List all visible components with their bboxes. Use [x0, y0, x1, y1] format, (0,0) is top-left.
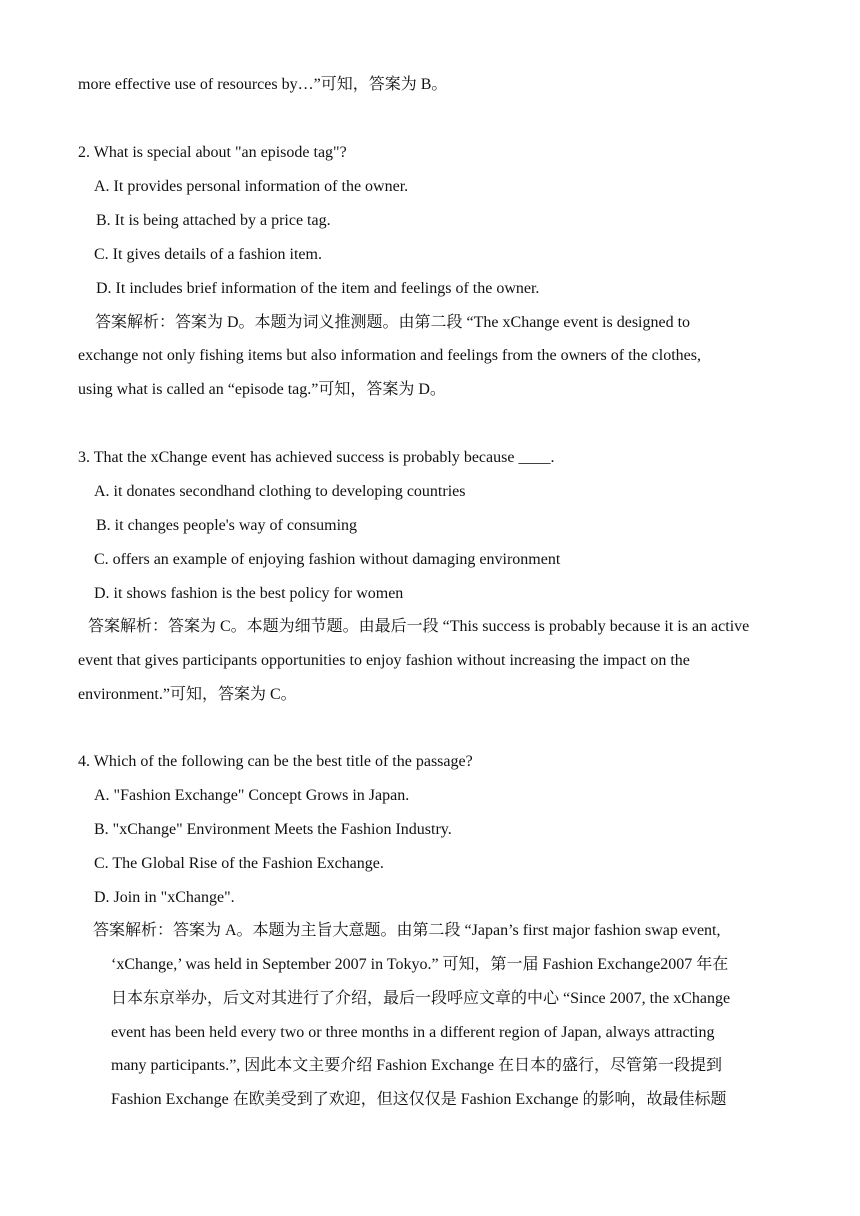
question-3-option-c: C. offers an example of enjoying fashion without damaging environment [94, 551, 561, 568]
question-2-option-a: A. It provides personal information of the owner. [94, 178, 409, 195]
question-3-option-a: A. it donates secondhand clothing to developing countries [94, 483, 466, 500]
question-4-analysis-line-2: ‘xChange,’ was held in September 2007 in Tokyo.” 可知，第一届 Fashion Exchange2007 年在 [111, 956, 729, 973]
question-3-option-b: B. it changes people's way of consuming [96, 517, 358, 534]
question-4-analysis-line-1: 答案解析：答案为 A。本题为主旨大意题。由第二段 “Japan’s first major fashion swap event, [93, 922, 721, 939]
question-4-stem: 4. Which of the following can be the best title of the passage? [78, 753, 473, 770]
question-2-analysis-line-2: exchange not only fishing items but also information and feelings from the owners of the clothes, [78, 347, 701, 364]
question-4-option-a: A. "Fashion Exchange" Concept Grows in Japan. [94, 787, 410, 804]
question-2-option-d: D. It includes brief information of the item and feelings of the owner. [96, 280, 540, 297]
question-2-analysis-line-1: 答案解析：答案为 D。本题为词义推测题。由第二段 “The xChange event is designed to [95, 314, 691, 331]
question-2-option-b: B. It is being attached by a price tag. [96, 212, 331, 229]
question-4-analysis-line-4: event has been held every two or three months in a different region of Japan, always attracting [111, 1024, 715, 1041]
question-2-stem: 2. What is special about "an episode tag"? [78, 144, 347, 161]
intro-tail: more effective use of resources by…”可知，答案为 B。 [78, 76, 448, 93]
question-3-analysis-line-1: 答案解析：答案为 C。本题为细节题。由最后一段 “This success is probably because it is an active [88, 618, 750, 635]
question-4-analysis-line-6: Fashion Exchange 在欧美受到了欢迎，但这仅仅是 Fashion Exchange 的影响，故最佳标题 [111, 1091, 727, 1108]
question-2-analysis-line-3: using what is called an “episode tag.”可知，答案为 D。 [78, 381, 446, 398]
question-3-analysis-line-3: environment.”可知，答案为 C。 [78, 686, 297, 703]
question-3-option-d: D. it shows fashion is the best policy for women [94, 585, 404, 602]
question-4-option-d: D. Join in "xChange". [94, 889, 235, 906]
question-2-option-c: C. It gives details of a fashion item. [94, 246, 322, 263]
question-4-option-b: B. "xChange" Environment Meets the Fashion Industry. [94, 821, 452, 838]
question-4-option-c: C. The Global Rise of the Fashion Exchange. [94, 855, 384, 872]
question-4-analysis-line-5: many participants.”, 因此本文主要介绍 Fashion Exchange 在日本的盛行，尽管第一段提到 [111, 1057, 723, 1074]
question-3-stem: 3. That the xChange event has achieved success is probably because ____. [78, 449, 555, 466]
question-3-analysis-line-2: event that gives participants opportunities to enjoy fashion without increasing the impact on the [78, 652, 690, 669]
question-4-analysis-line-3: 日本东京举办，后文对其进行了介绍，最后一段呼应文章的中心 “Since 2007, the xChange [111, 990, 731, 1007]
